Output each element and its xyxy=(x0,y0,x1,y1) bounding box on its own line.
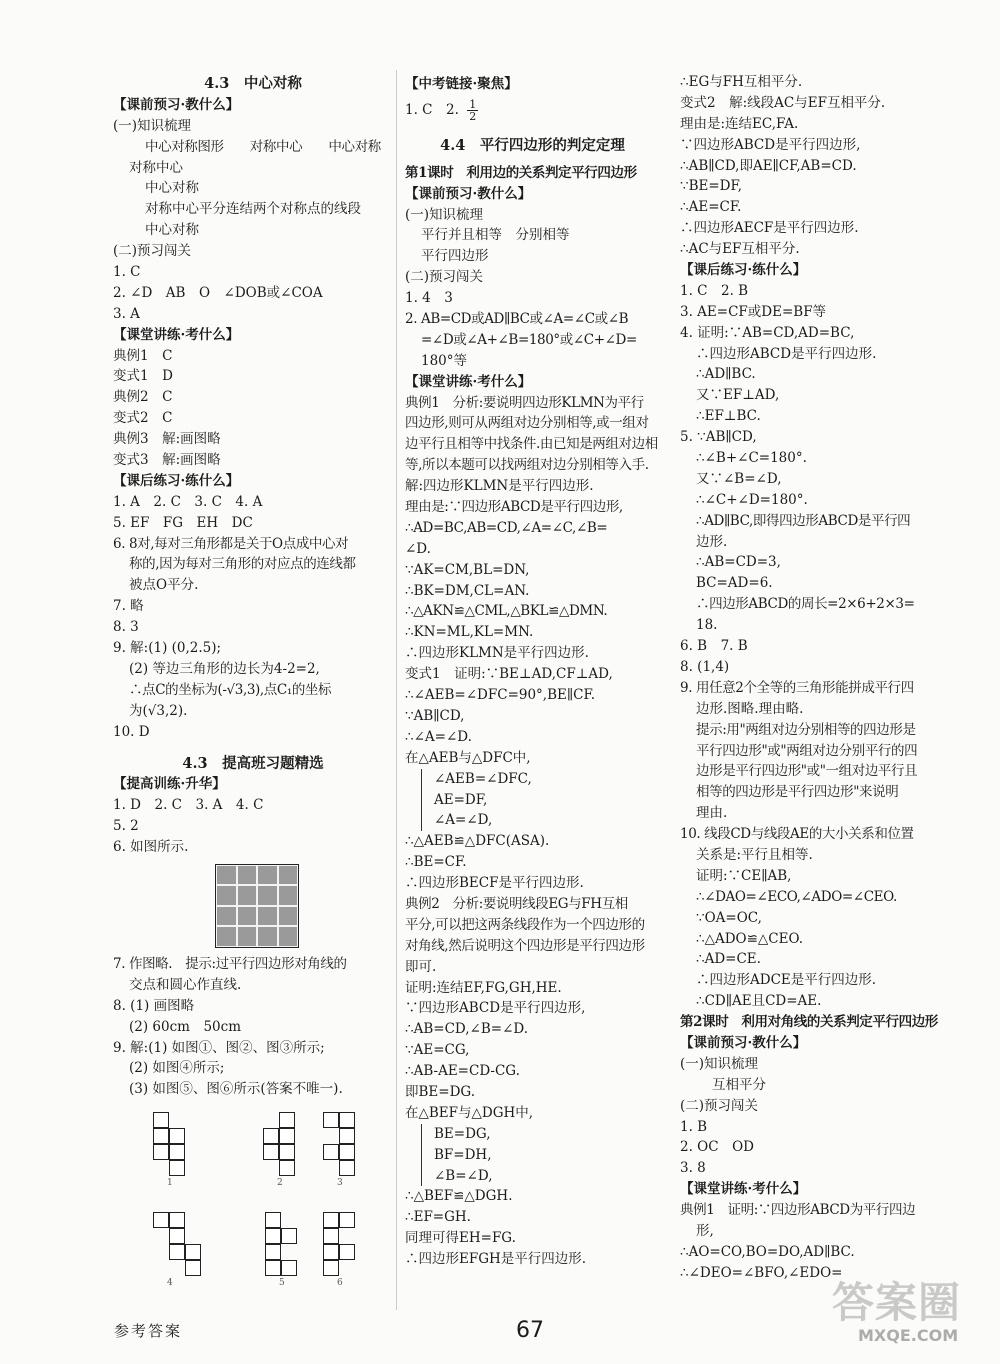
net-cell xyxy=(323,1244,339,1260)
text-line: (2) 60cm 50cm xyxy=(129,1018,241,1035)
text-line: 8. (1,4) xyxy=(680,658,730,675)
text-line: 【课后练习·练什么】 xyxy=(680,262,807,279)
text-line: 对称中心 xyxy=(129,159,183,176)
col2-lines xyxy=(405,163,660,769)
text-line: ∴AD∥BC,即得四边形ABCD是平行四 xyxy=(696,512,911,529)
page-number: 67 xyxy=(516,1318,544,1343)
text-line: 相等的四边形是平行四边形"来说明 xyxy=(696,784,899,801)
col1-lines-a xyxy=(113,774,393,858)
text-line: (一)知识梳理 xyxy=(113,117,192,134)
col2-lines-3 xyxy=(405,1186,660,1270)
col2-head xyxy=(405,74,660,95)
text-line: 典例2 C xyxy=(113,389,173,406)
text-line: 8. 3 xyxy=(113,619,139,636)
text-line: ∴AD=BC,AB=CD,∠A=∠C,∠B= xyxy=(405,519,608,536)
net-cell xyxy=(185,1260,201,1276)
text-line: 6. 如图所示. xyxy=(113,839,189,856)
text-line: 证明:连结EF,FG,GH,HE. xyxy=(405,979,562,996)
net-cell xyxy=(169,1128,185,1144)
brace-group-1 xyxy=(421,769,660,832)
net-cell xyxy=(169,1228,185,1244)
net-cell xyxy=(323,1144,339,1160)
text-line: 等,所以本题可以找两组对边分别相等入手. xyxy=(405,457,649,474)
text-line: 在△AEB与△DFC中, xyxy=(405,749,531,766)
text-line: 中心对称 xyxy=(145,222,199,239)
text-line: 10. 线段CD与线段AE的大小关系和位置 xyxy=(680,826,914,843)
grid-figure xyxy=(215,864,299,948)
text-line: ∴∠B+∠C=180°. xyxy=(696,450,807,467)
text-line: ∴CD∥AE且CD=AE. xyxy=(696,993,822,1010)
text-line: 变式1 证明:∵BE⊥AD,CF⊥AD, xyxy=(405,666,613,683)
net-cell xyxy=(339,1128,355,1144)
text-line: 对角线,然后说明这个四边形是平行四边形 xyxy=(405,937,645,954)
column-1 xyxy=(113,74,393,1312)
text-line: 5. ∵AB∥CD, xyxy=(680,429,757,446)
text-line: 对称中心平分连结两个对称点的线段 xyxy=(145,201,361,218)
text-line: 边形. xyxy=(696,533,728,550)
text-line: 平行四边形"或"两组对边分别平行的四 xyxy=(696,742,918,759)
text-line: ∴四边形EFGH是平行四边形. xyxy=(405,1251,587,1268)
brace-line: BE=DG, xyxy=(434,1125,491,1142)
text-line: 典例1 分析:要说明四边形KLMN为平行 xyxy=(405,394,644,411)
text-line: 即可. xyxy=(405,958,437,975)
text-line: 四边形,则可从两组对边分别相等,或一组对 xyxy=(405,415,649,432)
text-line: 又∵EF⊥AD, xyxy=(696,387,780,404)
text-line: 180°等 xyxy=(421,352,468,369)
text-line: 边形是平行四边形"或"一组对边平行且 xyxy=(696,763,918,780)
text-line: 边平行且相等中找条件.由已知是两组对边相 xyxy=(405,436,658,453)
text-line: 变式3 解:画图略 xyxy=(113,452,221,469)
net-cell xyxy=(169,1212,185,1228)
text-line: 被点O平分. xyxy=(129,577,199,594)
text-line: 变式2 解:线段AC与EF互相平分. xyxy=(680,94,886,111)
net-cell xyxy=(169,1144,185,1160)
text-line: ∠D. xyxy=(405,540,431,557)
text-line: (二)预习闯关 xyxy=(680,1097,759,1114)
net-cell xyxy=(265,1260,281,1276)
text-line: 边形.图略.理由略. xyxy=(696,700,804,717)
text-line: 解:四边形KLMN是平行四边形. xyxy=(405,478,594,495)
text-line: 【课前预习·教什么】 xyxy=(113,96,240,113)
text-line: 变式1 D xyxy=(113,368,173,385)
text-line: ∴△ADO≌△CEO. xyxy=(696,930,804,947)
text-line: ∴AD∥BC. xyxy=(696,366,756,383)
text-line: 3. A xyxy=(113,305,140,322)
text-line: 5. EF FG EH DC xyxy=(113,514,253,531)
text-line: ∴KN=ML,KL=MN. xyxy=(405,624,534,641)
text-line: ∴∠A=∠D. xyxy=(405,728,472,745)
text-line: 第1课时 利用边的关系判定平行四边形 xyxy=(405,164,637,181)
text-line: 即BE=DG. xyxy=(405,1083,476,1100)
net-cell xyxy=(323,1212,339,1228)
text-line: 【课堂讲练·考什么】 xyxy=(680,1181,807,1198)
text-line: 1. A 2. C 3. C 4. A xyxy=(113,493,263,510)
text-line: ∵四边形ABCD是平行四边形, xyxy=(405,1000,586,1017)
text-line: ∴四边形ADCE是平行四边形. xyxy=(696,972,877,989)
text-line: ∴△AKN≌△CML,△BKL≌△DMN. xyxy=(405,603,608,620)
text-line: ∴四边形AECF是平行四边形. xyxy=(680,220,859,237)
section-title-4-4: 4.4 平行四边形的判定定理 xyxy=(440,136,625,154)
text-line: 【课前预习·教什么】 xyxy=(405,185,532,202)
text-line: ∴EF⊥BC. xyxy=(696,408,761,425)
q1-line: 1. C 2. $\frac{1}{2}$ xyxy=(405,97,477,123)
text-line: 3. 8 xyxy=(680,1160,706,1177)
text-line: 提示:用"两组对边分别相等的四边形是 xyxy=(696,721,916,738)
net-cell xyxy=(339,1144,355,1160)
text-line: ∴EF=GH. xyxy=(405,1209,471,1226)
text-line: ∴四边形ABCD是平行四边形. xyxy=(696,345,877,362)
text-line: 3. AE=CF或DE=BF等 xyxy=(680,303,827,320)
brace-group-2 xyxy=(421,1124,660,1187)
text-line: 在△BEF与△DGH中, xyxy=(405,1104,534,1121)
text-line: 1. C xyxy=(113,264,141,281)
text-line: 7. 作图略. 提示:过平行四边形对角线的 xyxy=(113,955,347,972)
text-line: 4.3 中心对称 xyxy=(204,75,302,92)
text-line: 【提高训练·升华】 xyxy=(113,776,226,793)
text-line: ∴四边形KLMN是平行四边形. xyxy=(405,645,589,662)
text-line: 同理可得EH=FG. xyxy=(405,1230,516,1247)
text-line: (二)预习闯关 xyxy=(113,243,192,260)
col2-lines-2 xyxy=(405,831,660,1123)
text-line: ∵OA=OC, xyxy=(696,909,762,926)
text-line: ∴AD=CE. xyxy=(696,951,761,968)
text-line: 理由是:连结EC,FA. xyxy=(680,115,799,132)
net-cell xyxy=(263,1128,279,1144)
net-figures xyxy=(113,1100,393,1312)
text-line: ∴∠DEO=∠BFO,∠EDO= xyxy=(680,1264,843,1281)
text-line: 交点和圆心作直线. xyxy=(129,976,242,993)
text-line: 2. ∠D AB O ∠DOB或∠COA xyxy=(113,284,323,301)
watermark-logo xyxy=(820,1270,990,1356)
text-line: 互相平分 xyxy=(712,1076,766,1093)
text-line: ∴△BEF≌△DGH. xyxy=(405,1188,513,1205)
text-line: 变式2 C xyxy=(113,410,173,427)
net-cell xyxy=(279,1128,295,1144)
text-line: ∵四边形ABCD是平行四边形, xyxy=(680,136,861,153)
text-line: ∵BE=DF, xyxy=(680,178,743,195)
net-cell xyxy=(265,1212,281,1228)
fraction: $\frac{1}{2}$ xyxy=(469,97,477,123)
net-cell xyxy=(279,1144,295,1160)
text-line: 典例3 解:画图略 xyxy=(113,431,221,448)
brace-line: ∠A=∠D, xyxy=(434,812,493,829)
figure-label: 5 xyxy=(279,1278,285,1289)
brace-line: AE=DF, xyxy=(434,791,488,808)
text-line: 7. 略 xyxy=(113,598,144,615)
text-line: 1. D 2. C 3. A 4. C xyxy=(113,797,264,814)
text-line: ∴四边形BECF是平行四边形. xyxy=(405,875,584,892)
watermark-url: MXQE.COM xyxy=(858,1326,959,1345)
figure-label: 4 xyxy=(167,1278,173,1289)
text-line: ∴四边形ABCD的周长=2×6+2×3= xyxy=(696,596,915,613)
text-line: 典例1 证明:∵四边形ABCD为平行四边 xyxy=(680,1202,916,1219)
text-line: 理由. xyxy=(696,805,728,822)
column-2 xyxy=(405,74,660,1270)
net-cell xyxy=(339,1244,355,1260)
net-cell xyxy=(323,1112,339,1128)
text-line: 9. 解:(1) (0,2.5); xyxy=(113,640,222,657)
text-line: 为(√3,2). xyxy=(129,702,188,719)
text-line: 平分,可以把这两条线段作为一个四边形的 xyxy=(405,916,645,933)
net-cell xyxy=(185,1244,201,1260)
column-divider xyxy=(396,70,397,1310)
text-line: 平行四边形 xyxy=(421,248,489,265)
net-cell xyxy=(279,1112,295,1128)
text-line: 【中考链接·聚焦】 xyxy=(405,76,518,92)
text-line: ∴AB=CD,∠B=∠D. xyxy=(405,1021,529,1038)
col1-lines xyxy=(113,74,393,743)
figure-label: 3 xyxy=(337,1178,343,1189)
text-line: ∴AE=CF. xyxy=(680,199,742,216)
text-line: 6. B 7. B xyxy=(680,638,748,655)
text-line: ∴AB=CD=3, xyxy=(696,554,781,571)
text-line: 1. C 2. B xyxy=(680,282,749,299)
text-line: (3) 如图⑤、图⑥所示(答案不唯一). xyxy=(129,1081,343,1098)
col1-lines-b xyxy=(113,954,393,1100)
text-line: 理由是:∵四边形ABCD是平行四边形, xyxy=(405,499,623,516)
text-line: 1. 4 3 xyxy=(405,290,453,307)
brace-line: ∠B=∠D, xyxy=(434,1167,493,1184)
text-line: 2. OC OD xyxy=(680,1139,754,1156)
text-line: ∴AB∥CD,即AE∥CF,AB=CD. xyxy=(680,157,857,174)
net-cell xyxy=(279,1160,295,1176)
text-line: 8. (1) 画图略 xyxy=(113,997,195,1014)
text-line: =∠D或∠A+∠B=180°或∠C+∠D= xyxy=(421,331,637,348)
text-line: 9. 用任意2个全等的三角形能拼成平行四 xyxy=(680,679,914,696)
text-line: (二)预习闯关 xyxy=(405,269,484,286)
text-line: (一)知识梳理 xyxy=(405,206,484,223)
text-line: 典例2 分析:要说明线段EG与FH互相 xyxy=(405,895,628,912)
figure-label: 2 xyxy=(277,1178,283,1189)
column-3 xyxy=(680,72,980,1284)
text-line: 【课堂讲练·考什么】 xyxy=(405,373,532,390)
brace-line: BF=DH, xyxy=(434,1146,492,1163)
net-cell xyxy=(323,1260,339,1276)
text-line: (2) 等边三角形的边长为4-2=2, xyxy=(129,660,320,677)
text-line: 典例1 C xyxy=(113,347,173,364)
net-cell xyxy=(153,1144,169,1160)
col3-lines xyxy=(680,72,980,1284)
text-line: ∵AE=CG, xyxy=(405,1042,470,1059)
text-line: 4. 证明:∵AB=CD,AD=BC, xyxy=(680,324,855,341)
text-line: 关系是:平行且相等. xyxy=(696,846,813,863)
section-title-4-3-extra: 4.3 提高班习题精选 xyxy=(182,754,324,772)
text-line: 称的,因为每对三角形的对应点的连线都 xyxy=(129,556,356,573)
text-line: 第2课时 利用对角线的关系判定平行四边形 xyxy=(680,1014,938,1031)
text-line: ∴AC与EF互相平分. xyxy=(680,241,800,258)
text-line: 18. xyxy=(696,617,718,634)
text-line: BC=AD=6. xyxy=(696,575,773,592)
text-line: ∴BK=DM,CL=AN. xyxy=(405,582,530,599)
net-cell xyxy=(265,1228,281,1244)
text-line: ∴AB-AE=CD-CG. xyxy=(405,1063,520,1080)
text-line: 5. 2 xyxy=(113,818,139,835)
text-line: ∵AK=CM,BL=DN, xyxy=(405,561,530,578)
net-cell xyxy=(169,1160,185,1176)
watermark-text: 答案圈 xyxy=(832,1278,962,1327)
net-cell xyxy=(281,1228,297,1244)
text-line: ∴AO=CO,BO=DO,AD∥BC. xyxy=(680,1243,855,1260)
net-cell xyxy=(323,1228,339,1244)
net-cell xyxy=(265,1244,281,1260)
net-cell xyxy=(339,1112,355,1128)
net-cell xyxy=(153,1212,169,1228)
net-cell xyxy=(263,1144,279,1160)
text-line: ∴BE=CF. xyxy=(405,854,467,871)
net-cell xyxy=(339,1212,355,1228)
text-line: 6. 8对,每对三角形都是关于O点成中心对 xyxy=(113,535,349,552)
text-line: 2. AB=CD或AD∥BC或∠A=∠C或∠B xyxy=(405,311,629,328)
net-cell xyxy=(339,1160,355,1176)
text-line: 证明:∵CE∥AB, xyxy=(696,867,792,884)
figure-label: 1 xyxy=(167,1178,173,1189)
text-line: ∴∠DAO=∠ECO,∠ADO=∠CEO. xyxy=(696,888,897,905)
text-line: 【课堂讲练·考什么】 xyxy=(113,326,240,343)
text-line: ∴∠C+∠D=180°. xyxy=(696,491,808,508)
text-line: ∴△AEB≌△DFC(ASA). xyxy=(405,833,550,850)
text-line: 9. 解:(1) 如图①、图②、图③所示; xyxy=(113,1039,325,1056)
text-line: (2) 如图④所示; xyxy=(129,1060,225,1077)
text-line: 中心对称 xyxy=(145,180,199,197)
figure-label: 6 xyxy=(337,1278,343,1289)
brace-line: ∠AEB=∠DFC, xyxy=(434,770,532,787)
text-line: 中心对称图形 对称中心 中心对称 xyxy=(145,138,381,155)
text-line: 【课前预习·教什么】 xyxy=(680,1034,807,1051)
text-line: 【课后练习·练什么】 xyxy=(113,472,240,489)
text-line: 又∵∠B=∠D, xyxy=(696,470,782,487)
net-cell xyxy=(281,1260,297,1276)
text-line: ∵AB∥CD, xyxy=(405,707,465,724)
text-line: 1. B xyxy=(680,1118,708,1135)
net-cell xyxy=(153,1128,169,1144)
text-line: 平行并且相等 分别相等 xyxy=(421,227,570,244)
text-line: 形, xyxy=(696,1222,714,1239)
net-cell xyxy=(153,1112,169,1128)
text-line: ∴∠AEB=∠DFC=90°,BE∥CF. xyxy=(405,687,595,704)
footer-label: 参考答案 xyxy=(114,1322,183,1340)
net-cell xyxy=(169,1244,185,1260)
text-line: (一)知识梳理 xyxy=(680,1055,759,1072)
text-line: ∴点C的坐标为(-√3,3),点C₁的坐标 xyxy=(129,681,332,698)
text-line: ∴EG与FH互相平分. xyxy=(680,74,803,90)
text-line: 10. D xyxy=(113,723,150,740)
